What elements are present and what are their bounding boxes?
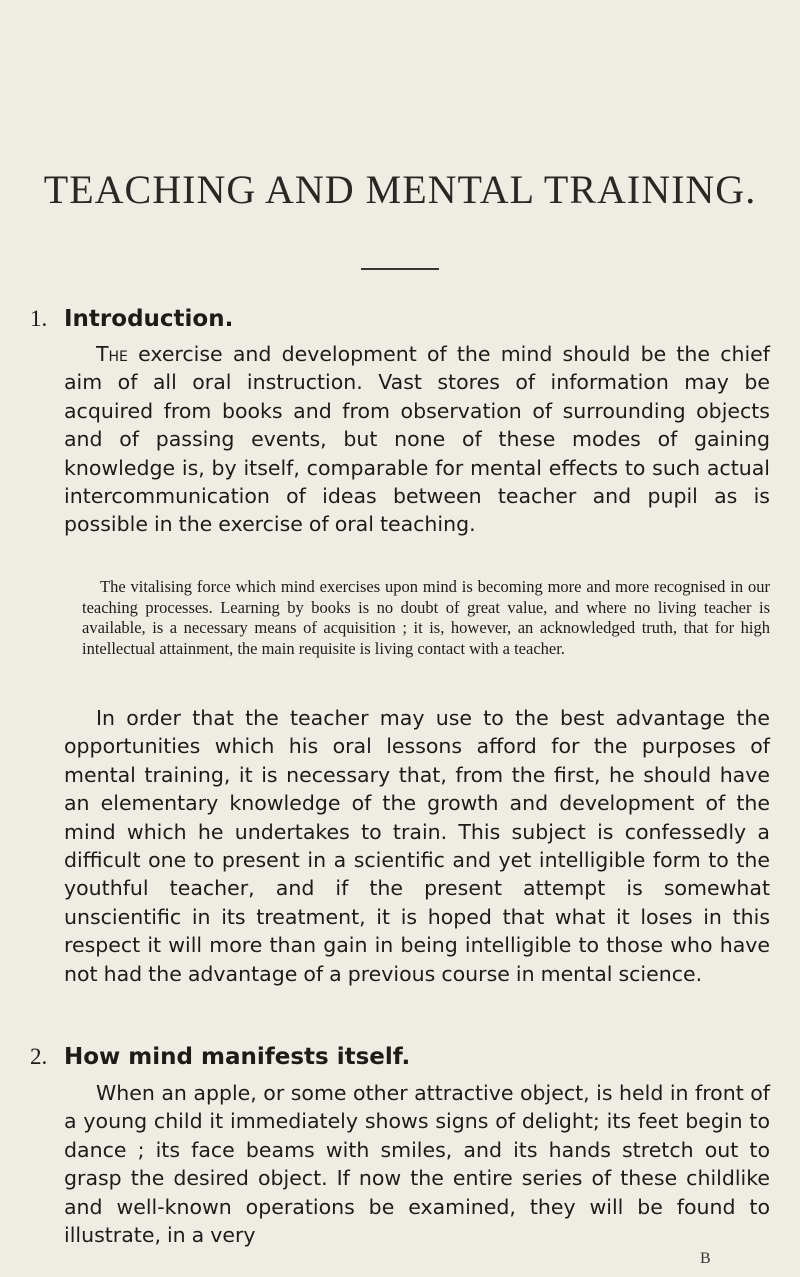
section-number: 2. <box>30 1044 48 1069</box>
section-number: 1. <box>30 306 48 331</box>
signature-mark: B <box>700 1250 711 1267</box>
section-title: Introduction. <box>64 306 234 332</box>
paragraph-text: exercise and development of the mind should be the chief aim of all oral instruction. Vast stores of information may be acquired from books and from observation of surrounding objects and of passing events, but none of these modes of gaining knowledge is, by itself, comparable for mental effects to such actual intercommunication of ideas between teacher and pupil as is possible in the exercise of oral teaching. <box>64 342 770 537</box>
page-title: TEACHING AND MENTAL TRAINING. <box>43 167 757 212</box>
mind-paragraph-1: When an apple, or some other attractive object, is held in front of a young child it immediately shows signs of delight; its feet begin to dance ; its face beams with smiles, and its hands stretch out to grasp the desired object. If now the entire series of these childlike and well-known operations be examined, they will be found to illustrate, in a very <box>64 1081 770 1248</box>
intro-paragraph-2: In order that the teacher may use to the best advantage the opportunities which his oral lessons afford for the purposes of mental training, it is necessary that, from the first, he should have an elementary knowledge of the growth and development of the mind which he undertakes to train. This subject is confessedly a difficult one to present in a scientific and yet intelligible form to the youthful teacher, and if the present attempt is somewhat unscientific in its treatment, it is hoped that what it loses in this respect it will more than gain in being intelligible to those who have not had the advantage of a previous course in mental science. <box>64 706 770 986</box>
section-heading-how-mind-manifests <box>30 1044 410 1070</box>
title-rule <box>361 268 439 270</box>
section-title: How mind manifests itself. <box>64 1044 411 1070</box>
paragraph-lead-word: The <box>96 342 128 366</box>
intro-note: The vitalising force which mind exercises upon mind is becoming more and more recognised in our teaching processes. Learning by books is no doubt of great value, and where no living teacher is available, is a necessary means of acquisition ; it is, however, an acknowledged truth, that for high intellectual attainment, the main requisite is living contact with a teacher. <box>82 577 770 658</box>
section-heading-introduction <box>30 306 233 332</box>
intro-paragraph-1 <box>64 340 770 539</box>
